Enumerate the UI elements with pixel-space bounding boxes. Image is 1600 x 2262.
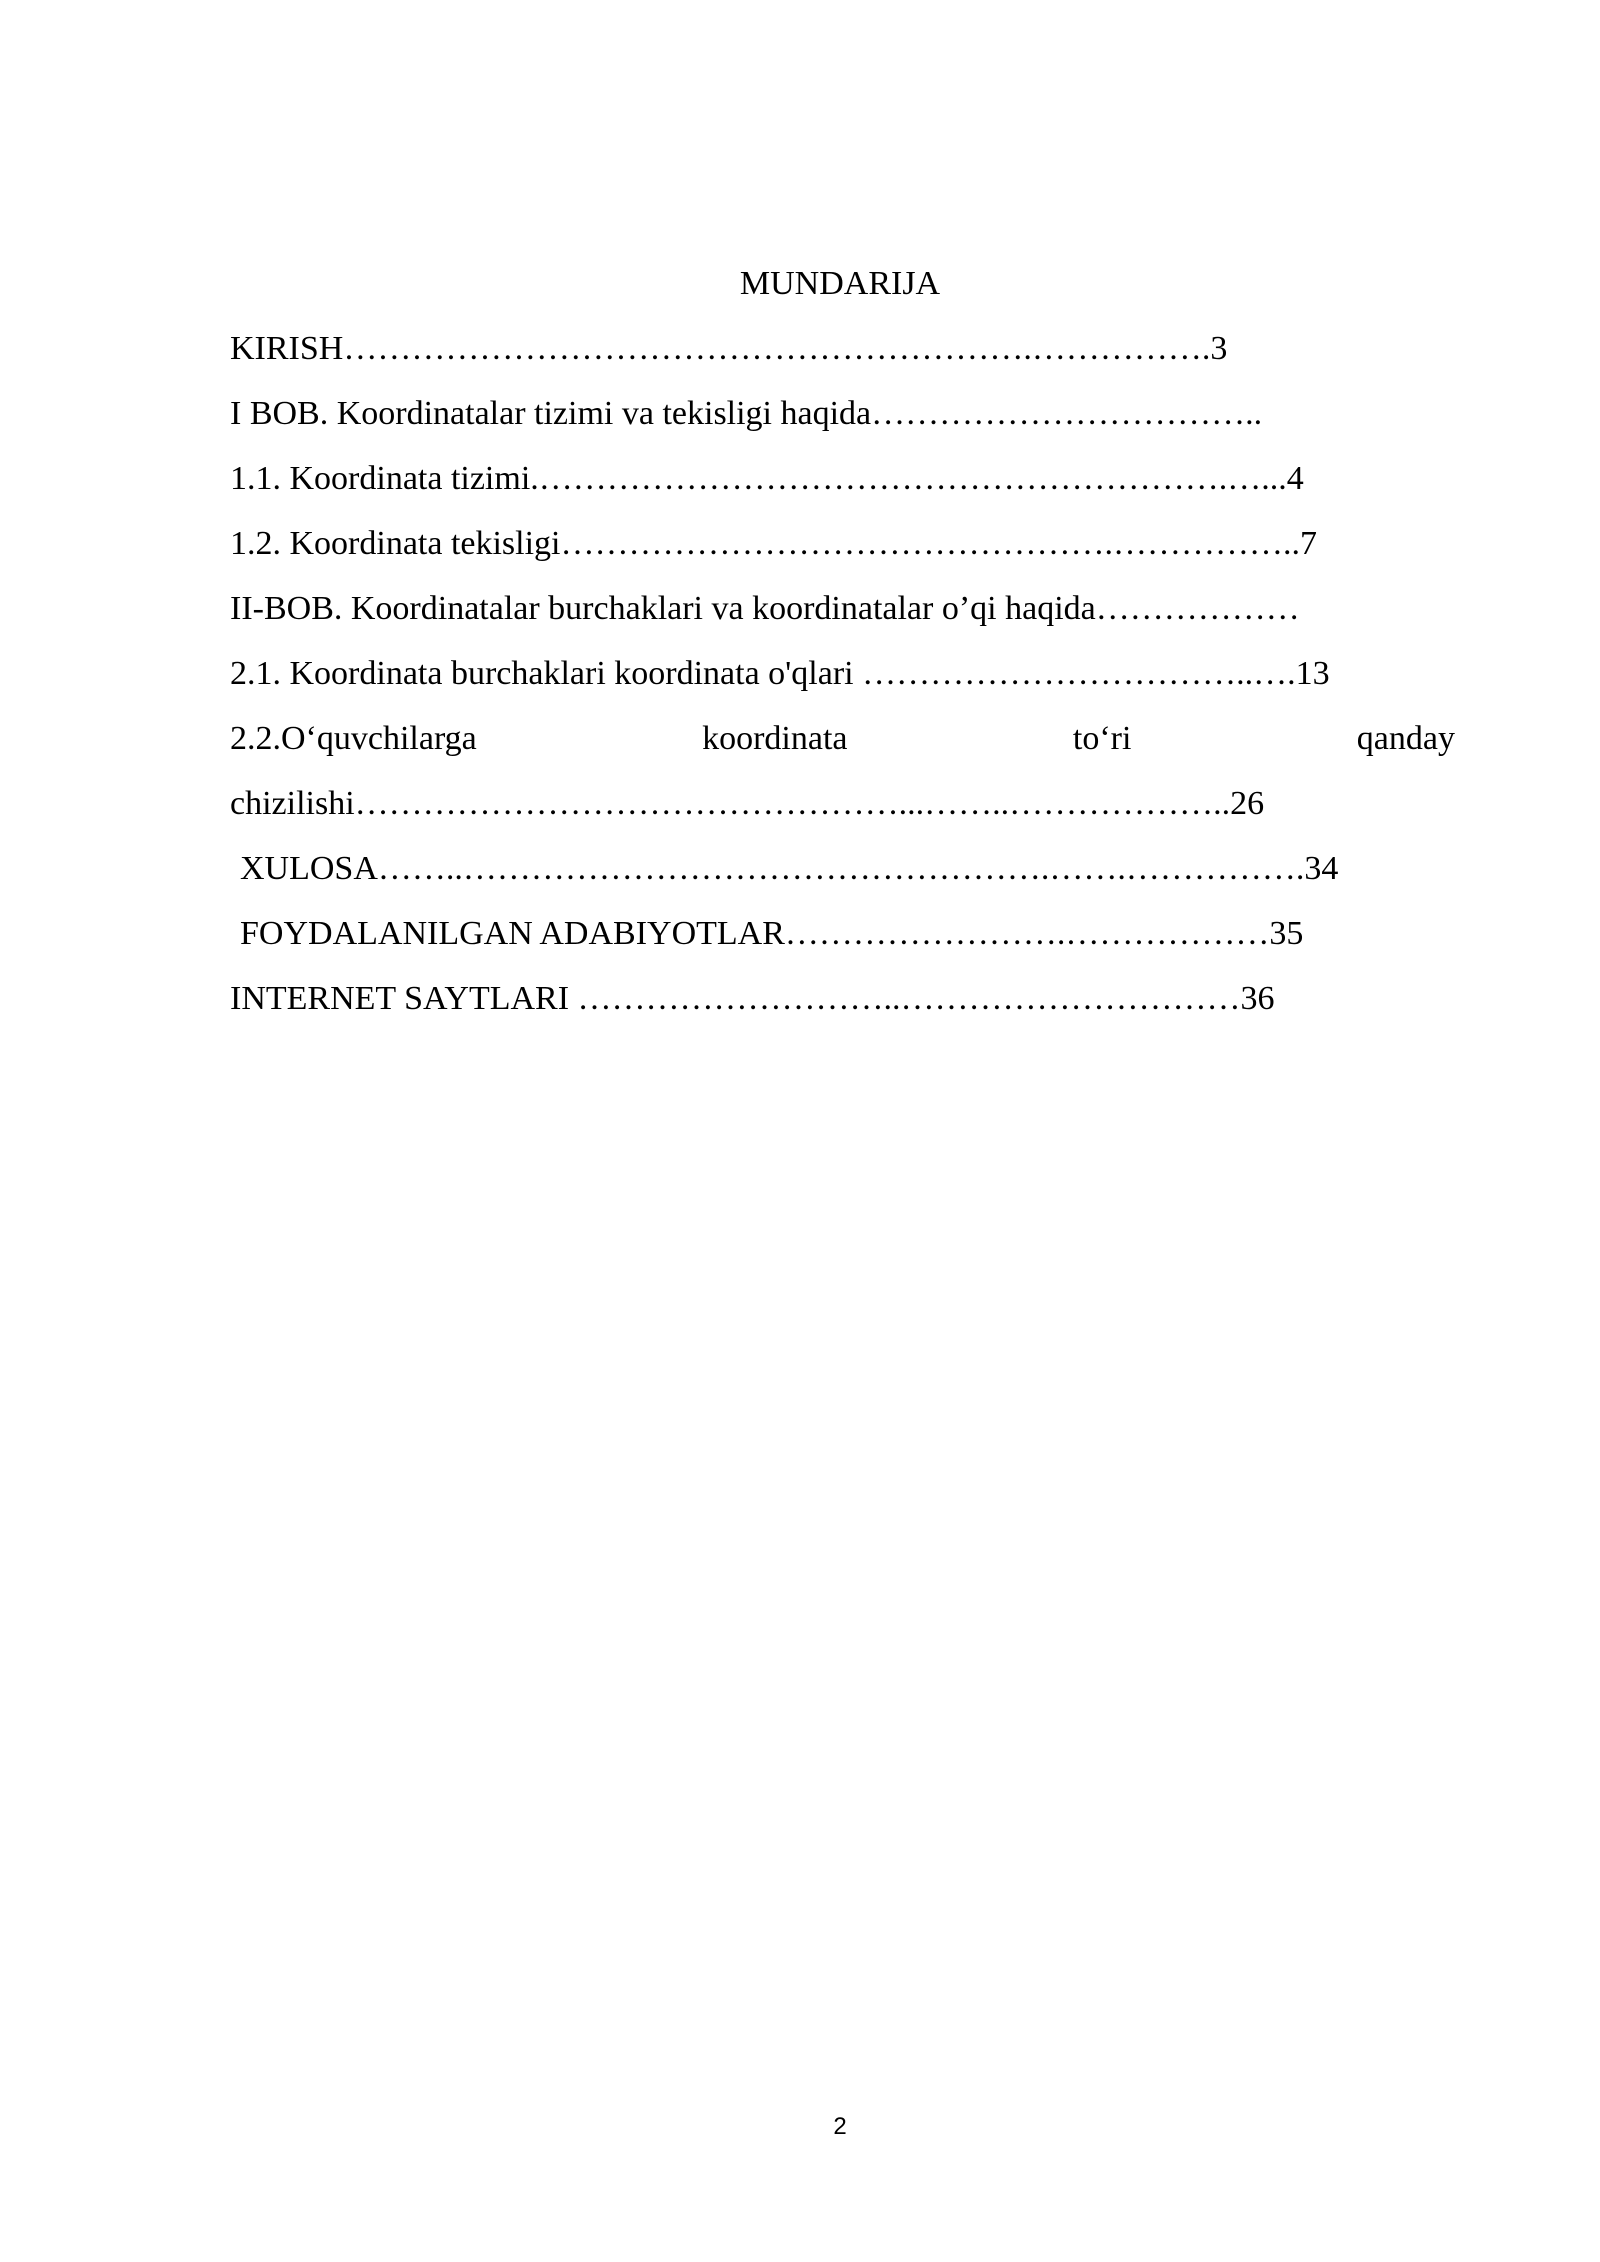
page-number: 2: [833, 2113, 847, 2140]
toc-entry-1-2: 1.2. Koordinata tekisligi………………………………………….……………..7: [230, 525, 1318, 562]
toc-entry-2-2-word: to‘ri: [1072, 720, 1132, 757]
toc-entry-internet: INTERNET SAYTLARI ………………………..…………………………36: [230, 980, 1275, 1017]
toc-entry-kirish: KIRISH…………………………………………………….…………….3: [230, 330, 1228, 367]
toc-entry-xulosa: XULOSA……..…………………………………………….…….…………….34: [240, 850, 1339, 887]
toc-entry-adabiyotlar: FOYDALANILGAN ADABIYOTLAR…………………….………………35: [240, 915, 1304, 952]
toc-entry-bob-1: I BOB. Koordinatalar tizimi va tekisligi haqida……………………………..: [230, 395, 1263, 432]
toc-entry-1-1: 1.1. Koordinata tizimi.…………………………………………………….…...4: [230, 460, 1304, 497]
toc-entry-bob-2: II-BOB. Koordinatalar burchaklari va koordinatalar o’qi haqida………………: [230, 590, 1300, 627]
toc-entry-2-2-word: koordinata: [702, 720, 848, 757]
toc-entry-2-2: [230, 713, 1455, 778]
toc-entry-2-1: 2.1. Koordinata burchaklari koordinata o'qlari ……………………………..….13: [230, 655, 1330, 692]
table-of-contents: [230, 323, 1455, 1038]
toc-entry-2-2-word: qanday: [1356, 720, 1455, 757]
toc-title: MUNDARIJA: [739, 265, 941, 302]
toc-entry-2-2-continued: chizilishi…………………………………………...……..………………..26: [230, 785, 1265, 822]
toc-entry-2-2-word: 2.2.O‘quvchilarga: [230, 720, 477, 757]
